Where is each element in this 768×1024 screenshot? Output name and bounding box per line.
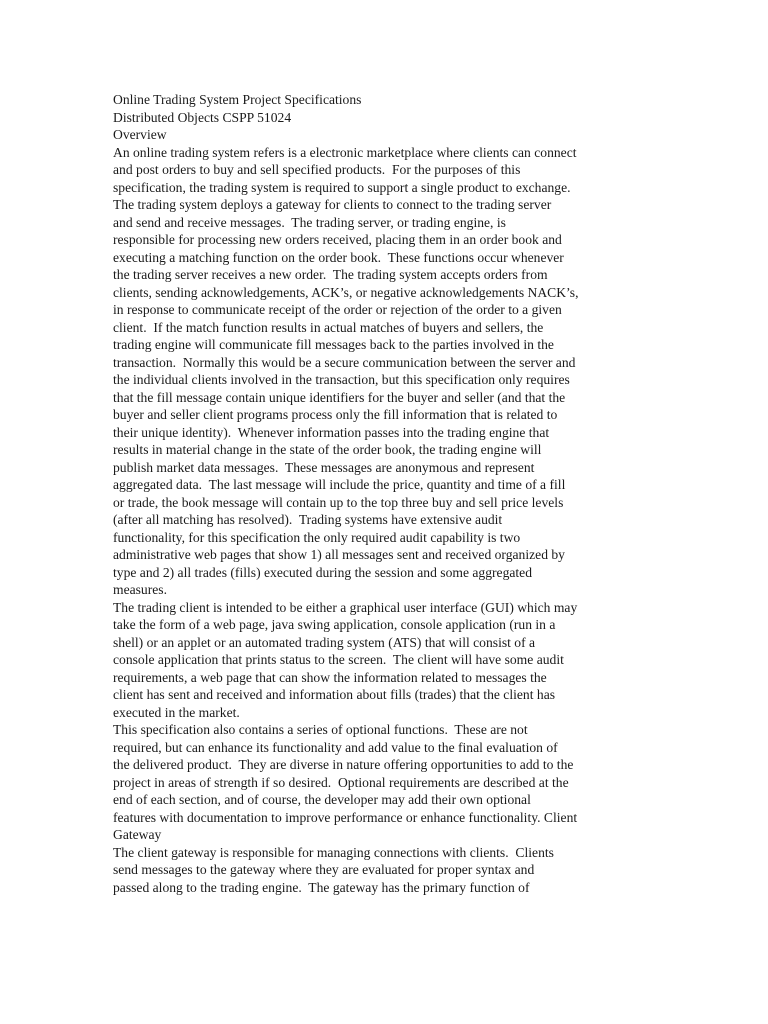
text-line: results in material change in the state of the order book, the trading engine will (113, 442, 542, 457)
document-page (113, 91, 633, 896)
text-line: shell) or an applet or an automated trading system (ATS) that will consist of a (113, 634, 536, 650)
text-line: and send and receive messages. The trading server, or trading engine, is (113, 214, 506, 230)
text-line: This specification also contains a series of optional functions. These are not (113, 722, 528, 737)
text-line: An online trading system refers is a electronic marketplace where clients can connect (113, 144, 577, 160)
text-line: and post orders to buy and sell specified products. For the purposes of this (113, 162, 521, 177)
text-line: requirements, a web page that can show the information related to messages the (113, 669, 547, 685)
text-line: transaction. Normally this would be a secure communication between the server and (113, 354, 576, 370)
text-line: the individual clients involved in the transaction, but this specification only requires (113, 372, 570, 387)
text-line: Gateway (113, 827, 162, 842)
text-line: functionality, for this specification the only required audit capability is two (113, 529, 521, 545)
text-line: buyer and seller client programs process only the fill information that is related to (113, 407, 558, 422)
document-title: Online Trading System Project Specifications (113, 92, 362, 107)
text-line: trading engine will communicate fill messages back to the parties involved in the (113, 337, 554, 352)
text-line: executing a matching function on the order book. These functions occur whenever (113, 249, 564, 265)
text-line: responsible for processing new orders received, placing them in an order book and (113, 232, 562, 247)
text-line: client has sent and received and information about fills (trades) that the client has (113, 687, 556, 702)
text-line: their unique identity). Whenever information passes into the trading engine that (113, 424, 550, 440)
text-line: clients, sending acknowledgements, ACK’s, or negative acknowledgements NACK’s, (113, 284, 579, 300)
text-line: project in areas of strength if so desired. Optional requirements are described at the (113, 774, 569, 790)
text-line: publish market data messages. These messages are anonymous and represent (113, 459, 535, 475)
text-line: the delivered product. They are diverse in nature offering opportunities to add to the (113, 757, 574, 772)
text-line: required, but can enhance its functionality and add value to the final evaluation of (113, 739, 558, 755)
text-line: (after all matching has resolved). Trading systems have extensive audit (113, 512, 503, 527)
text-line: The trading client is intended to be either a graphical user interface (GUI) which may (113, 599, 578, 615)
text-line: or trade, the book message will contain up to the top three buy and sell price levels (113, 494, 564, 510)
section-heading-overview: Overview (113, 127, 167, 142)
text-line: send messages to the gateway where they are evaluated for proper syntax and (113, 862, 535, 877)
text-line: specification, the trading system is required to support a single product to exchange. (113, 179, 571, 195)
text-line: The trading system deploys a gateway for clients to connect to the trading server (113, 197, 552, 212)
document-body (113, 144, 633, 897)
text-line: console application that prints status to the screen. The client will have some audit (113, 652, 564, 667)
text-line: take the form of a web page, java swing application, console application (run in a (113, 617, 556, 632)
text-line: type and 2) all trades (fills) executed during the session and some aggregated (113, 564, 533, 580)
text-line: that the fill message contain unique identifiers for the buyer and seller (and that the (113, 389, 566, 405)
text-line: aggregated data. The last message will include the price, quantity and time of a fill (113, 477, 566, 492)
text-line: end of each section, and of course, the developer may add their own optional (113, 792, 531, 807)
text-line: measures. (113, 582, 167, 597)
text-line: in response to communicate receipt of the order or rejection of the order to a given (113, 302, 562, 317)
text-line: The client gateway is responsible for managing connections with clients. Clients (113, 844, 554, 860)
text-line: executed in the market. (113, 704, 240, 720)
text-line: passed along to the trading engine. The gateway has the primary function of (113, 879, 530, 895)
text-line: client. If the match function results in actual matches of buyers and sellers, the (113, 319, 544, 335)
text-line: the trading server receives a new order. The trading system accepts orders from (113, 267, 548, 282)
course-label: Distributed Objects CSPP 51024 (113, 109, 292, 125)
text-line: administrative web pages that show 1) all messages sent and received organized by (113, 547, 565, 562)
text-line: features with documentation to improve performance or enhance functionality. Client (113, 809, 578, 825)
